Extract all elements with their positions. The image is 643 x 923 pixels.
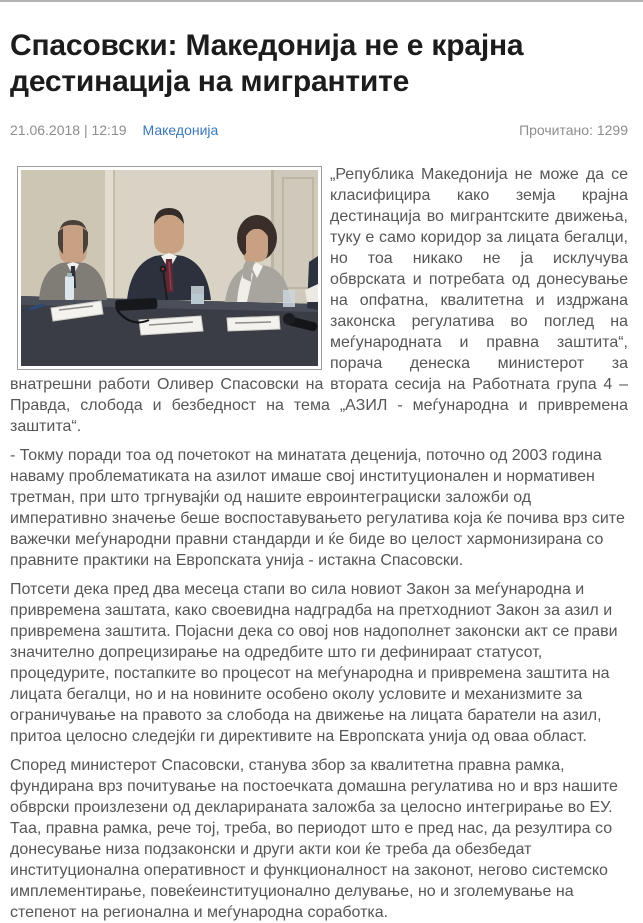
read-count-value: 1299 [596,122,628,138]
read-count [519,122,628,138]
article-meta [10,122,628,138]
article-paragraph: - Токму поради тоа од почетокот на минатата деценија, поточно од 2003 година наваму проблематиката на азилот имаше свој институционален и нормативен третман, при што тргнувајќи од нашите евроинтеграциски заложби од императивно значење беше воспоставувањето регулатива која ќе почива врз сите важечки меѓународни правни стандарди и ќе биде во целост хармонизирана со правните практики на Европската унија - истакна Спасовски. [10,447,625,569]
read-count-label: Прочитано: [519,122,593,138]
conference-photo-illustration [21,170,318,366]
article-photo [17,166,322,370]
top-rule [0,0,643,2]
article-container [0,28,643,923]
article-paragraph: Според министерот Спасовски, станува збор за квалитетна правна рамка, фундирана врз почитување на постоечката домашна регулатива но и врз нашите обврски произлезени од декларираната заложба за целосно интегрирање во ЕУ. Таа, правна рамка, рече тој, треба, во периодот што е пред нас, да резултира со донесување низа подзаконски и други акти кои ќе треба да обезбедат институционална оперативност и функционалност на законот, негово системско имплементирање, повеќеинституционално делување, но и зголемување на степенот на регионална и меѓународна соработка. [10,757,618,921]
article-paragraph: Потсети дека пред два месеца стапи во сила новиот Закон за меѓународна и привремена заштата, како своевидна надградба на претходниот Закон за азил и привремена заштита. Појасни дека со овој нов надополнет законски акт се прави значително допрецизирање на одредбите што ги дефинираат статусот, процедурите, постапките во процесот на меѓународна и привремена заштита на лицата бегалци, но и на новините особено околу условите и механизмите за ограничување на правото за слобода на движење на лицата баратели на азил, притоа целосно следејќи ги директивите на Европската унија од оваа област. [10,581,618,745]
article-paragraph-lead: „Република Македонија не може да се класифицира како земја крајна дестинација во мигрантските движења, туку е само коридор за лицата бегалци, но тоа никако не ја исклучува обврската и потребата од донесување на опфатна, квалитетна и издржана законска регулатива во поглед на меѓународната и правна заштита“, порача денеска министерот за внатрешни работи Оливер Спасовски на втората сесија на Работната група 4 – Правда, слобода и безбедност на тема „АЗИЛ - меѓународна и привремена заштита“. [10,166,628,435]
publish-datetime: 21.06.2018 | 12:19 [10,122,127,138]
category-link[interactable]: Македонија [142,122,219,138]
article-title: Спасовски: Македонија не е крајна дестинација на мигрантите [10,29,524,98]
article-body [10,164,628,923]
